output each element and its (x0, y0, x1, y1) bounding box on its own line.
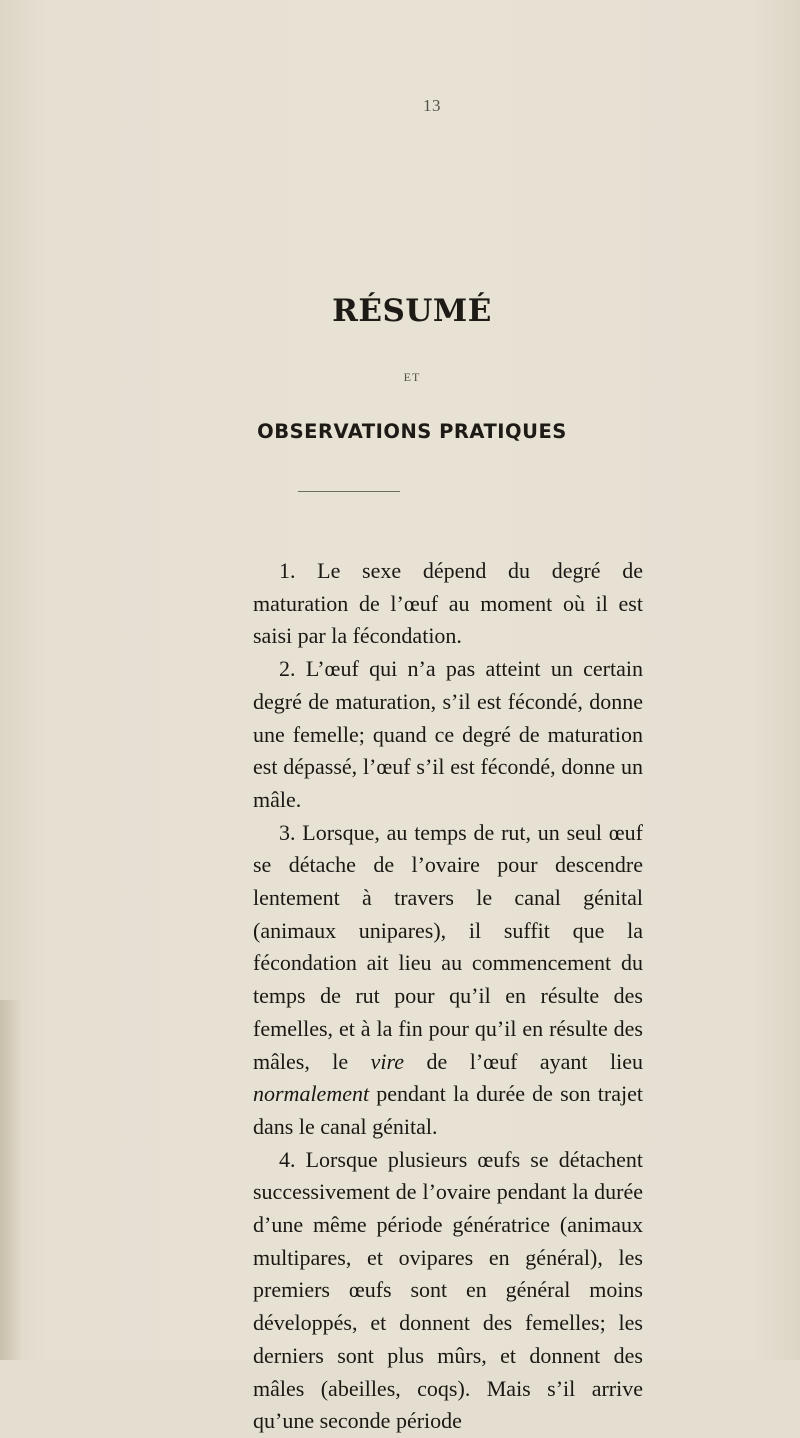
paragraph-4: 4. Lorsque plusieurs œufs se détachent successivement de l’ovaire pendant la durée d’une même période génératrice (animaux multipares, et ovipares en général), les premiers œufs sont en général moins développés, et donnent des femelles; les derniers sont plus mûrs, et donnent des mâles (abeilles, coqs). Mais s’il arrive qu’une seconde période (253, 1146, 643, 1434)
paragraph-1: 1. Le sexe dépend du degré de maturation de l’œuf au moment où il est saisi par la fécondation. (253, 558, 643, 649)
paragraph-3-text-a: 3. Lorsque, au temps de rut, un seul œuf se détache de l’ovaire pour descendre lentement à travers le canal génital (animaux unipares), il suffit que la fécondation ait lieu au commencement du temps de rut pour qu’il en résulte des femelles, et à la fin pour qu’il en résulte des mâles, le (253, 819, 643, 1074)
section-subtitle: OBSERVATIONS PRATIQUES (257, 420, 567, 443)
title-conjunction: ET (403, 370, 421, 384)
paragraph-3 (253, 817, 643, 1144)
paragraph-2: 2. L’œuf qui n’a pas atteint un certain degré de maturation, s’il est fécondé, donne une femelle; quand ce degré de maturation est dépassé, l’œuf s’il est fécondé, donne un mâle. (253, 656, 643, 812)
paragraph-3-text-c: pendant la durée de son trajet dans le canal génital. (253, 1081, 643, 1139)
paragraph-3-text-b: de l’œuf ayant lieu (404, 1048, 643, 1074)
page-edge-shadow (0, 1000, 22, 1360)
section-title: RÉSUMÉ (332, 293, 492, 329)
page-number: 13 (423, 96, 441, 115)
paragraph-3-italic-normalement: normalement (253, 1081, 370, 1107)
paragraph-3-italic-vire: vire (370, 1048, 405, 1074)
divider-rule (298, 491, 400, 492)
body-text (253, 555, 643, 1438)
